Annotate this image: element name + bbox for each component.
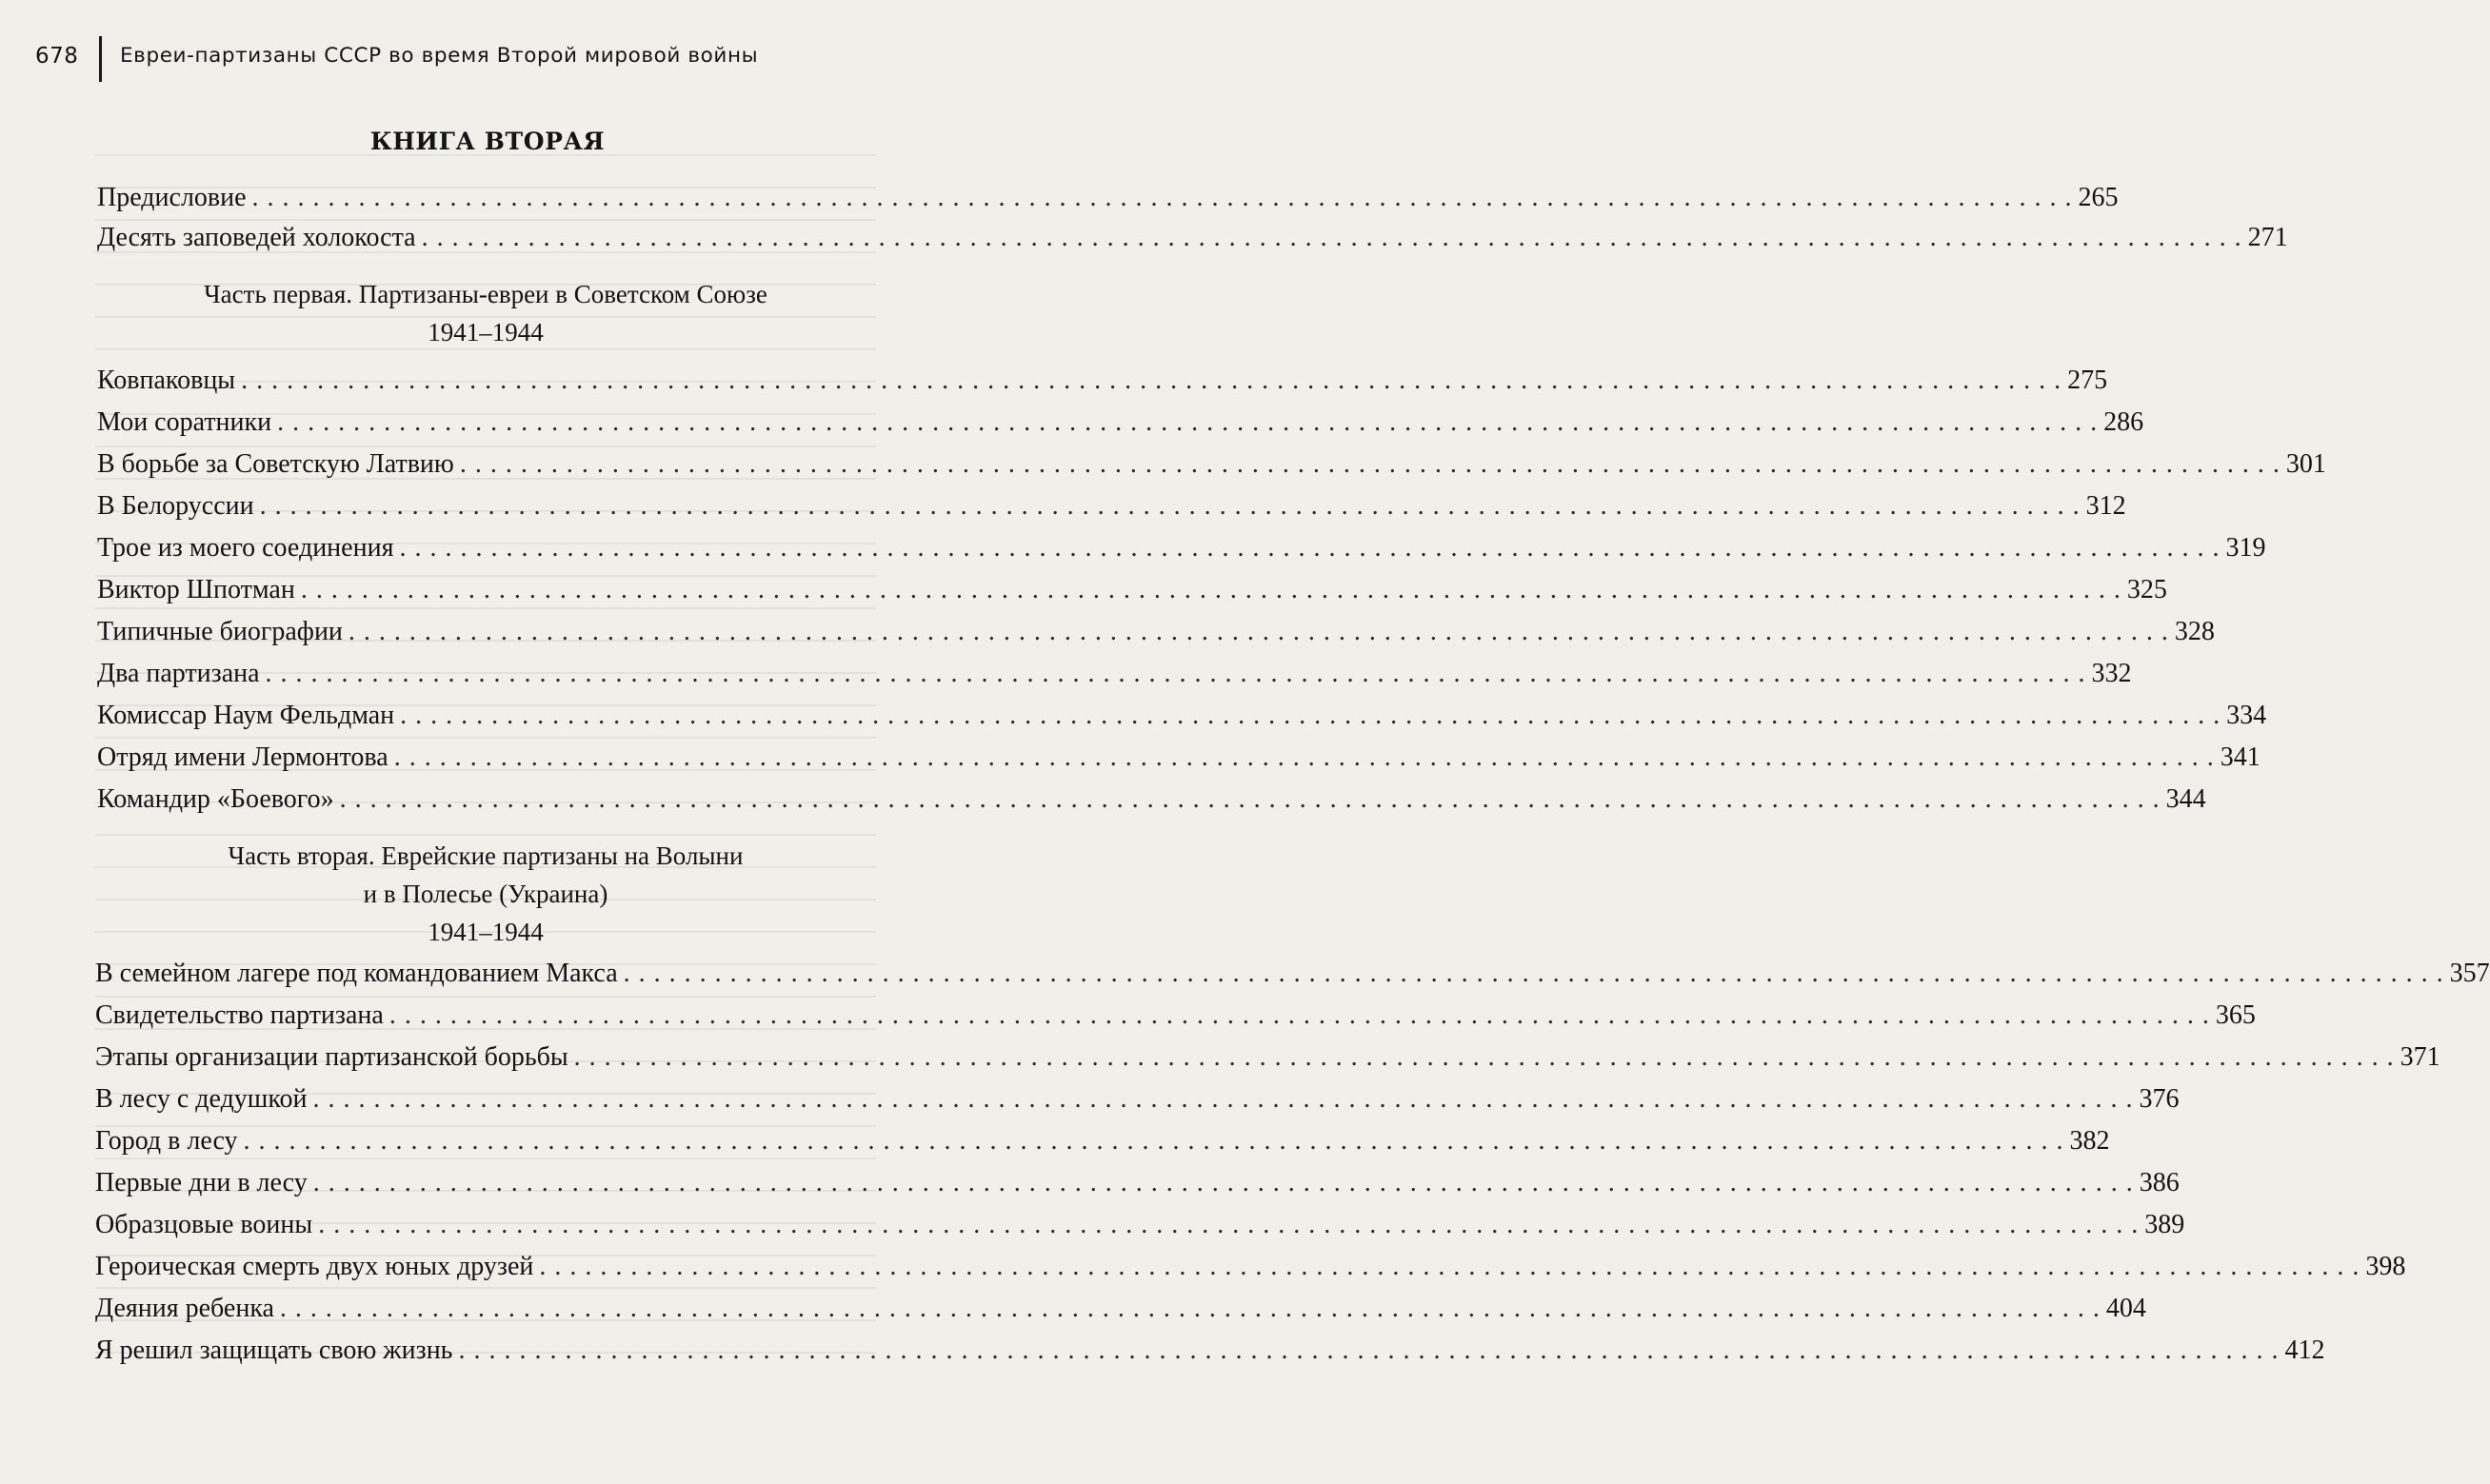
toc-entry-title: В Белоруссии xyxy=(97,491,254,521)
toc-entry-page: 265 xyxy=(2078,183,2119,212)
dot-leader: . . . . . . . . . . . . . . . . . . . . . . . . . . . . . . . . . . . . . . . . . . . . . . . . . . . . . . . . . . . . . . . . . . . . . . . . . . . . . . . . . . . . . . . . . . . . . . . . . . . . . . . . . . . . . . . . . . . . . . . . xyxy=(265,659,2086,688)
toc-entry-page: 412 xyxy=(2284,1336,2325,1365)
toc-entry-page: 312 xyxy=(2085,491,2126,521)
toc-entry xyxy=(97,445,2326,484)
toc-entry-page: 319 xyxy=(2225,533,2266,563)
toc-entry-title: Комиссар Наум Фельдман xyxy=(97,701,395,730)
toc-entry-page: 341 xyxy=(2220,742,2261,772)
dot-leader: . . . . . . . . . . . . . . . . . . . . . . . . . . . . . . . . . . . . . . . . . . . . . . . . . . . . . . . . . . . . . . . . . . . . . . . . . . . . . . . . . . . . . . . . . . . . . . . . . . . . . . . . . . . . . . . . . . . . . . . . xyxy=(539,1252,2361,1281)
toc-entry-page: 286 xyxy=(2103,407,2144,437)
dot-leader: . . . . . . . . . . . . . . . . . . . . . . . . . . . . . . . . . . . . . . . . . . . . . . . . . . . . . . . . . . . . . . . . . . . . . . . . . . . . . . . . . . . . . . . . . . . . . . . . . . . . . . . . . . . . . . . . . . . . . . . . xyxy=(251,183,2073,212)
toc-entry-title: Виктор Шпотман xyxy=(97,575,295,604)
toc-entry-title: Этапы организации партизанской борьбы xyxy=(95,1042,568,1072)
toc-entry-page: 301 xyxy=(2285,449,2326,479)
toc-entry xyxy=(97,697,2267,735)
toc-entry-page: 404 xyxy=(2105,1294,2146,1323)
toc-entry xyxy=(95,955,2490,993)
dot-leader: . . . . . . . . . . . . . . . . . . . . . . . . . . . . . . . . . . . . . . . . . . . . . . . . . . . . . . . . . . . . . . . . . . . . . . . . . . . . . . . . . . . . . . . . . . . . . . . . . . . . . . . . . . . . . . . . . . . . . . . . xyxy=(312,1168,2134,1197)
toc-entry-page: 334 xyxy=(2226,701,2267,730)
toc-entry xyxy=(97,487,2126,525)
dot-leader: . . . . . . . . . . . . . . . . . . . . . . . . . . . . . . . . . . . . . . . . . . . . . . . . . . . . . . . . . . . . . . . . . . . . . . . . . . . . . . . . . . . . . . . . . . . . . . . . . . . . . . . . . . . . . . . . . . . . . . . . xyxy=(339,784,2161,814)
toc-entry-page: 344 xyxy=(2165,784,2206,814)
toc-entry-title: Десять заповедей холокоста xyxy=(97,223,416,252)
toc-entry-title: Я решил защищать свою жизнь xyxy=(95,1336,453,1365)
toc-entry xyxy=(97,529,2266,567)
toc-entry-title: Отряд имени Лермонтова xyxy=(97,742,388,772)
part-heading-line: и в Полесье (Украина) xyxy=(363,880,608,908)
toc-entry xyxy=(95,997,2256,1035)
page-header xyxy=(0,36,966,82)
dot-leader: . . . . . . . . . . . . . . . . . . . . . . . . . . . . . . . . . . . . . . . . . . . . . . . . . . . . . . . . . . . . . . . . . . . . . . . . . . . . . . . . . . . . . . . . . . . . . . . . . . . . . . . . . . . . . . . . . . . . . . . . xyxy=(388,1000,2210,1030)
toc-entry xyxy=(97,571,2167,609)
toc-entry-page: 389 xyxy=(2144,1210,2185,1239)
dot-leader: . . . . . . . . . . . . . . . . . . . . . . . . . . . . . . . . . . . . . . . . . . . . . . . . . . . . . . . . . . . . . . . . . . . . . . . . . . . . . . . . . . . . . . . . . . . . . . . . . . . . . . . . . . . . . . . . . . . . . . . . xyxy=(459,449,2281,479)
toc-entry-page: 357 xyxy=(2449,959,2490,988)
part-heading xyxy=(76,275,895,351)
toc-entry-page: 371 xyxy=(2400,1042,2440,1072)
toc-entry xyxy=(95,1290,2146,1328)
toc-entry-title: Командир «Боевого» xyxy=(97,784,334,814)
header-divider xyxy=(99,36,102,82)
part-heading-line: Часть первая. Партизаны-евреи в Советском Союзе xyxy=(204,280,767,308)
toc-entry-title: Предисловие xyxy=(97,183,247,212)
dot-leader: . . . . . . . . . . . . . . . . . . . . . . . . . . . . . . . . . . . . . . . . . . . . . . . . . . . . . . . . . . . . . . . . . . . . . . . . . . . . . . . . . . . . . . . . . . . . . . . . . . . . . . . . . . . . . . . . . . . . . . . . xyxy=(300,575,2121,604)
page-number: 678 xyxy=(35,44,79,69)
dot-leader: . . . . . . . . . . . . . . . . . . . . . . . . . . . . . . . . . . . . . . . . . . . . . . . . . . . . . . . . . . . . . . . . . . . . . . . . . . . . . . . . . . . . . . . . . . . . . . . . . . . . . . . . . . . . . . . . . . . . . . . . xyxy=(312,1084,2134,1114)
toc-entry-title: Деяния ребенка xyxy=(95,1294,274,1323)
toc-entry xyxy=(97,219,2288,257)
dot-leader: . . . . . . . . . . . . . . . . . . . . . . . . . . . . . . . . . . . . . . . . . . . . . . . . . . . . . . . . . . . . . . . . . . . . . . . . . . . . . . . . . . . . . . . . . . . . . . . . . . . . . . . . . . . . . . . . . . . . . . . . xyxy=(393,742,2215,772)
toc-entry-title: Типичные биографии xyxy=(97,617,343,646)
toc-entry xyxy=(97,655,2132,693)
dot-leader: . . . . . . . . . . . . . . . . . . . . . . . . . . . . . . . . . . . . . . . . . . . . . . . . . . . . . . . . . . . . . . . . . . . . . . . . . . . . . . . . . . . . . . . . . . . . . . . . . . . . . . . . . . . . . . . . . . . . . . . . xyxy=(399,533,2221,563)
toc-entry-title: Героическая смерть двух юных друзей xyxy=(95,1252,534,1281)
toc-entry xyxy=(95,1080,2180,1118)
part-heading xyxy=(76,837,895,951)
dot-leader: . . . . . . . . . . . . . . . . . . . . . . . . . . . . . . . . . . . . . . . . . . . . . . . . . . . . . . . . . . . . . . . . . . . . . . . . . . . . . . . . . . . . . . . . . . . . . . . . . . . . . . . . . . . . . . . . . . . . . . . . xyxy=(458,1336,2280,1365)
dot-leader: . . . . . . . . . . . . . . . . . . . . . . . . . . . . . . . . . . . . . . . . . . . . . . . . . . . . . . . . . . . . . . . . . . . . . . . . . . . . . . . . . . . . . . . . . . . . . . . . . . . . . . . . . . . . . . . . . . . . . . . . xyxy=(243,1126,2064,1156)
toc-entry-page: 271 xyxy=(2247,223,2288,252)
part-heading-line: Часть вторая. Еврейские партизаны на Волыни xyxy=(228,841,744,870)
toc-entry-title: Свидетельство партизана xyxy=(95,1000,384,1030)
part-heading-years: 1941–1944 xyxy=(428,918,544,946)
dot-leader: . . . . . . . . . . . . . . . . . . . . . . . . . . . . . . . . . . . . . . . . . . . . . . . . . . . . . . . . . . . . . . . . . . . . . . . . . . . . . . . . . . . . . . . . . . . . . . . . . . . . . . . . . . . . . . . . . . . . . . . . xyxy=(318,1210,2140,1239)
toc-entry-page: 365 xyxy=(2215,1000,2256,1030)
toc-entry-page: 332 xyxy=(2091,659,2132,688)
toc-entry xyxy=(95,1122,2110,1160)
toc-entry-page: 275 xyxy=(2067,366,2108,395)
toc-entry-page: 328 xyxy=(2174,617,2215,646)
toc-entry-title: Два партизана xyxy=(97,659,260,688)
book-title: КНИГА ВТОРАЯ xyxy=(369,128,606,155)
toc-entry xyxy=(97,739,2261,777)
toc-entry-title: Первые дни в лесу xyxy=(95,1168,308,1197)
toc-entry-title: В лесу с дедушкой xyxy=(95,1084,308,1114)
toc-entry-page: 386 xyxy=(2139,1168,2180,1197)
dot-leader: . . . . . . . . . . . . . . . . . . . . . . . . . . . . . . . . . . . . . . . . . . . . . . . . . . . . . . . . . . . . . . . . . . . . . . . . . . . . . . . . . . . . . . . . . . . . . . . . . . . . . . . . . . . . . . . . . . . . . . . . xyxy=(573,1042,2395,1072)
toc-entry xyxy=(95,1248,2406,1286)
toc-entry-title: Город в лесу xyxy=(95,1126,238,1156)
toc-entry-title: Образцовые воины xyxy=(95,1210,313,1239)
dot-leader: . . . . . . . . . . . . . . . . . . . . . . . . . . . . . . . . . . . . . . . . . . . . . . . . . . . . . . . . . . . . . . . . . . . . . . . . . . . . . . . . . . . . . . . . . . . . . . . . . . . . . . . . . . . . . . . . . . . . . . . . xyxy=(277,407,2099,437)
toc-entry xyxy=(95,1039,2440,1077)
toc-entry xyxy=(97,781,2206,819)
running-title: Евреи-партизаны СССР во время Второй мировой войны xyxy=(120,44,759,68)
dot-leader: . . . . . . . . . . . . . . . . . . . . . . . . . . . . . . . . . . . . . . . . . . . . . . . . . . . . . . . . . . . . . . . . . . . . . . . . . . . . . . . . . . . . . . . . . . . . . . . . . . . . . . . . . . . . . . . . . . . . . . . . xyxy=(400,701,2221,730)
toc-entry-page: 325 xyxy=(2126,575,2167,604)
toc-entry-title: Мои соратники xyxy=(97,407,272,437)
toc-entry-title: Трое из моего соединения xyxy=(97,533,394,563)
toc-entry xyxy=(97,404,2144,442)
toc-entry xyxy=(97,613,2215,651)
dot-leader: . . . . . . . . . . . . . . . . . . . . . . . . . . . . . . . . . . . . . . . . . . . . . . . . . . . . . . . . . . . . . . . . . . . . . . . . . . . . . . . . . . . . . . . . . . . . . . . . . . . . . . . . . . . . . . . . . . . . . . . . xyxy=(259,491,2081,521)
part-heading-years: 1941–1944 xyxy=(428,318,544,346)
dot-leader: . . . . . . . . . . . . . . . . . . . . . . . . . . . . . . . . . . . . . . . . . . . . . . . . . . . . . . . . . . . . . . . . . . . . . . . . . . . . . . . . . . . . . . . . . . . . . . . . . . . . . . . . . . . . . . . . . . . . . . . . xyxy=(623,959,2444,988)
toc-entry xyxy=(95,1332,2325,1370)
dot-leader: . . . . . . . . . . . . . . . . . . . . . . . . . . . . . . . . . . . . . . . . . . . . . . . . . . . . . . . . . . . . . . . . . . . . . . . . . . . . . . . . . . . . . . . . . . . . . . . . . . . . . . . . . . . . . . . . . . . . . . . . xyxy=(241,366,2062,395)
toc-entry xyxy=(95,1164,2180,1202)
toc-entry-page: 398 xyxy=(2365,1252,2406,1281)
toc-entry xyxy=(95,1206,2185,1244)
toc-entry-page: 376 xyxy=(2139,1084,2180,1114)
toc-entry xyxy=(97,362,2108,400)
toc-entry xyxy=(97,179,2119,217)
toc-entry-title: В борьбе за Советскую Латвию xyxy=(97,449,454,479)
toc-entry-title: Ковпаковцы xyxy=(97,366,236,395)
dot-leader: . . . . . . . . . . . . . . . . . . . . . . . . . . . . . . . . . . . . . . . . . . . . . . . . . . . . . . . . . . . . . . . . . . . . . . . . . . . . . . . . . . . . . . . . . . . . . . . . . . . . . . . . . . . . . . . . . . . . . . . . xyxy=(421,223,2242,252)
toc-entry-title: В семейном лагере под командованием Макса xyxy=(95,959,618,988)
dot-leader: . . . . . . . . . . . . . . . . . . . . . . . . . . . . . . . . . . . . . . . . . . . . . . . . . . . . . . . . . . . . . . . . . . . . . . . . . . . . . . . . . . . . . . . . . . . . . . . . . . . . . . . . . . . . . . . . . . . . . . . . xyxy=(279,1294,2101,1323)
toc-entry-page: 382 xyxy=(2069,1126,2110,1156)
dot-leader: . . . . . . . . . . . . . . . . . . . . . . . . . . . . . . . . . . . . . . . . . . . . . . . . . . . . . . . . . . . . . . . . . . . . . . . . . . . . . . . . . . . . . . . . . . . . . . . . . . . . . . . . . . . . . . . . . . . . . . . . xyxy=(348,617,2169,646)
